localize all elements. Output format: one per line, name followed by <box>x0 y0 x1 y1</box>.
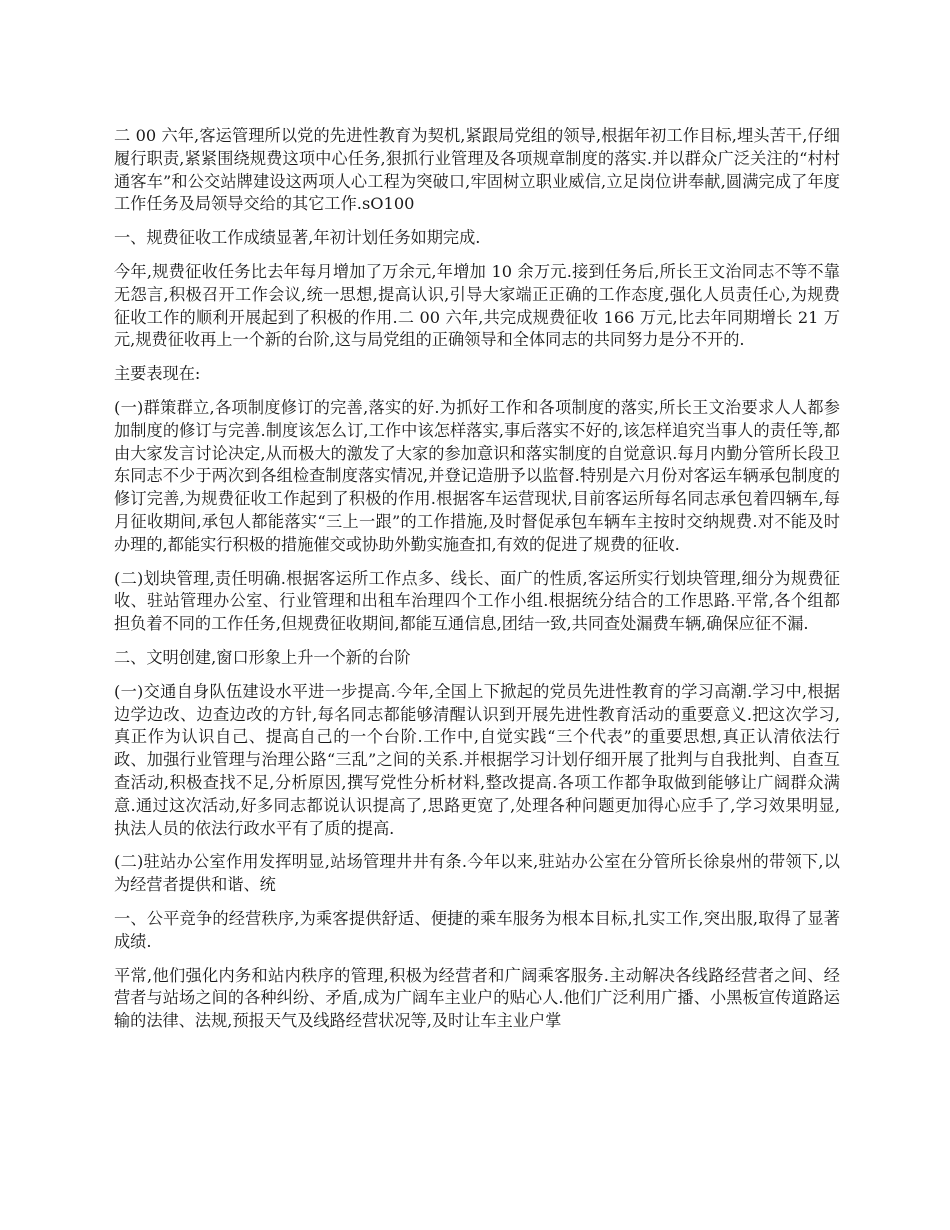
body-paragraph: (一)交通自身队伍建设水平进一步提高.今年,全国上下掀起的党员先进性教育的学习高潮.学习中,根据边学边改、边查边改的方针,每名同志都能够清醒认识到开展先进性教育活动的重要意义.把这次学习,真正作为认识自己、提高自己的一个台阶.工作中,自觉实践“三个代表”的重要思想,真正认清依法行政、加强行业管理与治理公路“三乱”之间的关系.并根据学习计划仔细开展了批判与自我批判、自查互查活动,积极查找不足,分析原因,撰写党性分析材料,整改提高.各项工作都争取做到能够让广阔群众满意.通过这次活动,好多同志都说认识提高了,思路更宽了,处理各种问题更加得心应手了,学习效果明显,执法人员的依法行政水平有了质的提高. <box>114 681 840 838</box>
document-body <box>114 125 840 1044</box>
body-paragraph: 一、公平竞争的经营秩序,为乘客提供舒适、便捷的乘车服务为根本目标,扎实工作,突出服,取得了显著成绩. <box>114 908 840 951</box>
intro-paragraph: 二 00 六年,客运管理所以党的先进性教育为契机,紧跟局党组的领导,根据年初工作目标,埋头苦干,仔细履行职责,紧紧围绕规费这项中心任务,狠抓行业管理及各项规章制度的落实.并以群众广泛关注的“村村通客车”和公交站牌建设这两项人心工程为突破口,牢固树立职业威信,立足岗位讲奉献,圆满完成了年度工作任务及局领导交给的其它工作.sO100 <box>114 126 840 214</box>
section-heading: 一、规费征收工作成绩显著,年初计划任务如期完成. <box>114 228 481 248</box>
body-paragraph: (二)驻站办公室作用发挥明显,站场管理井井有条.今年以来,驻站办公室在分管所长徐泉州的带领下,以为经营者提供和谐、统 <box>114 852 840 895</box>
body-paragraph: (一)群策群立,各项制度修订的完善,落实的好.为抓好工作和各项制度的落实,所长王文治要求人人都参加制度的修订与完善.制度该怎么订,工作中该怎样落实,事后落实不好的,该怎样追究当事人的责任等,都由大家发言讨论决定,从而极大的激发了大家的参加意识和落实制度的自觉意识.每月内勤分管所长段卫东同志不少于两次到各组检查制度落实情况,并登记造册予以监督.特别是六月份对客运车辆承包制度的修订完善,为规费征收工作起到了积极的作用.根据客车运营现状,目前客运所每名同志承包着四辆车,每月征收期间,承包人都能落实“三上一跟”的工作措施,及时督促承包车辆车主按时交纳规费.对不能及时办理的,都能实行积极的措施催交或协助外勤实施查扣,有效的促进了规费的征收. <box>114 397 840 554</box>
section-heading: 二、文明创建,窗口形象上升一个新的台阶 <box>114 647 411 667</box>
body-paragraph: 平常,他们强化内务和站内秩序的管理,积极为经营者和广阔乘客服务.主动解决各线路经营者之间、经营者与站场之间的各种纠纷、矛盾,成为广阔车主业户的贴心人.他们广泛利用广播、小黑板宣传道路运输的法律、法规,预报天气及线路经营状况等,及时让车主业户掌 <box>114 965 840 1031</box>
body-paragraph: (二)划块管理,责任明确.根据客运所工作点多、线长、面广的性质,客运所实行划块管理,细分为规费征收、驻站管理办公室、行业管理和出租车治理四个工作小组.根据统分结合的工作思路.平常,各个组都担负着不同的工作任务,但规费征收期间,都能互通信息,团结一致,共同查处漏费车辆,确保应征不漏. <box>114 568 840 634</box>
body-paragraph: 主要表现在: <box>114 364 201 384</box>
body-paragraph: 今年,规费征收任务比去年每月增加了万余元,年增加 10 余万元.接到任务后,所长王文治同志不等不靠无怨言,积极召开工作会议,统一思想,提高认识,引导大家端正正确的工作态度,强化人员责任心,为规费征收工作的顺利开展起到了积极的作用.二 00 六年,共完成规费征收 166 万元,比去年同期增长 21 万元,规费征收再上一个新的台阶,这与局党组的正确领导和全体同志的共同努力是分不开的. <box>114 261 840 350</box>
